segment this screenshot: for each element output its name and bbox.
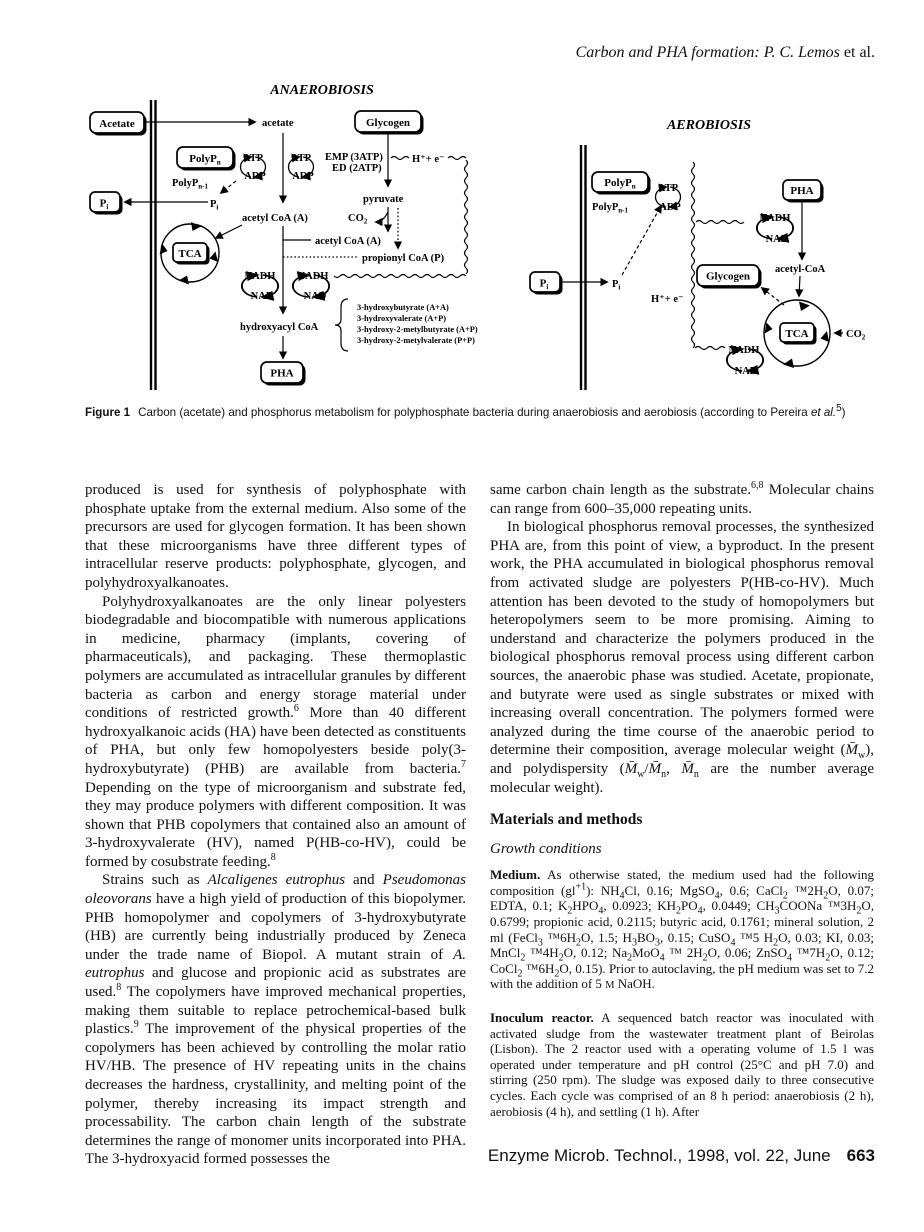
svg-text:3-hydroxy-2-metylbutyrate (A+P: 3-hydroxy-2-metylbutyrate (A+P) (357, 325, 478, 334)
nadh-label-1: NADH (244, 271, 276, 282)
nadh-label-2: NADH (297, 271, 329, 282)
glycogen-box-aerobiosis (697, 265, 762, 289)
emp-label: EMP (3ATP) (325, 152, 383, 163)
ed-label: ED (2ATP) (332, 163, 382, 174)
pi-box-aerobiosis (530, 272, 563, 295)
svg-text:TCA: TCA (178, 248, 202, 260)
svg-text:Pi: $P_i$ (539, 277, 549, 291)
glycogen-box-anaerobiosis (355, 111, 424, 135)
svg-text:TCA: TCA (785, 328, 809, 340)
svg-text:Glycogen: Glycogen (706, 270, 750, 283)
hydroxyacyl-label: hydroxyacyl CoA (240, 322, 319, 333)
tca-circle-anaerobiosis (160, 222, 220, 285)
svg-text:PHA: PHA (270, 367, 294, 380)
aerobiosis-membrane (581, 145, 586, 390)
svg-text:PolyPn: PolyP$_n$ (604, 177, 636, 191)
svg-text:PHA: PHA (790, 185, 814, 197)
acetyl-coa-label-1: acetyl CoA (A) (242, 213, 308, 224)
anaerobiosis-title: ANAEROBIOSIS (270, 83, 374, 98)
adp-label-1: ADP (244, 171, 266, 182)
co2-label-aerobiosis: $CO_2$ (846, 329, 866, 342)
figure-1-diagram (85, 80, 924, 400)
acetyl-coa-label-aerobiosis: acetyl-CoA (775, 264, 826, 275)
products-brace (335, 299, 348, 351)
figure-caption-label: Figure 1 (85, 406, 131, 419)
h-e-label-anaerobiosis: H⁺+ e⁻ (412, 154, 445, 165)
nad-label-bottom-aerobiosis: NAD (734, 366, 758, 377)
pi-label-anaerobiosis: $P_i$ (210, 199, 219, 212)
atp-label-aerobiosis: ATP (657, 183, 679, 194)
paragraph: same carbon chain length as the substrate.$^{6,8}$ Molecular chains can range from 600–35,000 repeating units. (490, 480, 874, 517)
pyruvate-label: pyruvate (363, 194, 404, 205)
acetate-box (90, 112, 147, 136)
polyp-n1-label-aerobiosis: PolyP$_{n-1}$ (592, 202, 628, 215)
acetyl-coa-label-2: acetyl CoA (A) (315, 236, 381, 247)
svg-text:Acetate: Acetate (99, 118, 135, 130)
figure-caption (85, 403, 891, 421)
svg-text:Glycogen: Glycogen (366, 117, 410, 129)
inoculum-reactor-paragraph: Inoculum reactor. A sequenced batch reactor was inoculated with activated sludge from the wastewater treatment plant of Beirolas (Lisbon). The 2 reactor used with a operating volume of 1.5 l was operated under temperature and pH control (25°C and pH 7.0) and stirring (250 rpm). The sludge was exposed daily to three consecutive cycles. Each cycle was comprised of an 8 h period: anaerobiosis (2 h), aerobiosis (4 h), and settling (1 h). After (490, 1010, 874, 1119)
paragraph: In biological phosphorus removal processes, the synthesized PHA are, from this point of view, a byproduct. In the present work, the PHA accumulated in biological phosphorus removal from activated sludge are polyesters P(HB-co-HV). Much attention has been devoted to the study of homopolymers but heteropolymers seem to be more promising. Aiming to understand and characterize the polymers produced in the biological phosphorus removal process using different carbon sources, the anaerobic phase was studied. Acetate, propionate, and butyrate were used as single substrates or mixed with increasing overall concentration. The polymers formed were analyzed during the time course of the anaerobic period to determine their composition, average molecular weight $(M̄_w)$, and polydispersity ($M̄_w/M̄_n$, $M̄_n$ are the number average molecular weight). (490, 519, 874, 796)
svg-text:3-hydroxyvalerate (A+P): 3-hydroxyvalerate (A+P) (357, 314, 447, 323)
h-e-label-aerobiosis: H⁺+ e⁻ (651, 294, 684, 305)
anaerobiosis-membrane (151, 100, 156, 390)
nadh-label-bottom-aerobiosis: NADH (728, 345, 760, 356)
acetate-label: acetate (262, 118, 294, 129)
co2-label-anaerobiosis: $CO_2$ (348, 213, 368, 226)
running-head (576, 44, 875, 62)
pi-label-aerobiosis: $P_i$ (612, 279, 621, 292)
figure-caption-text: Carbon (acetate) and phosphorus metabolism for polyphosphate bacteria during anaerobiosis and aerobiosis (according to Pereira et al.$^5$) (138, 403, 846, 419)
materials-and-methods-heading: Materials and methods (490, 811, 643, 829)
journal-footer (488, 1146, 875, 1166)
propionyl-coa-label: propionyl CoA (P) (362, 253, 445, 264)
nad-label-1: NAD (250, 291, 274, 302)
paragraph: Polyhydroxyalkanoates are the only linear polyesters biodegradable and biocompatible with numerous applications in medicine, pharmacy (implants, covering of pharmaceuticals), and packaging. These thermoplastic polymers are accumulated as intracellular granules by different bacteria as carbon and energy storage material under conditions of restricted growth.$^6$ More than 40 different hydroxyalkanoic acids (HA) have been detected as constituents of PHA, but only few homopolyesters beside poly(3-hydroxybutyrate) (PHB) are available from bacteria.$^7$ Depending on the type of microorganism and substrate fed, they may produce polymers with different composition. It was shown that PHB copolymers that contained also an amount of 3-hydroxyvalerate (HV), named P(HB-co-HV), could be formed by cosubstrate feeding.$^8$ (85, 593, 466, 870)
tca-circle-aerobiosis (764, 300, 830, 368)
adp-label-aerobiosis: ADP (659, 202, 681, 213)
polyp-box-anaerobiosis (177, 147, 236, 171)
growth-conditions-heading: Growth conditions (490, 840, 602, 857)
nad-label-top-aerobiosis: NAD (765, 234, 789, 245)
svg-text:3-hydroxy-2-metylvalerate (P+P: 3-hydroxy-2-metylvalerate (P+P) (357, 336, 475, 345)
nadh-label-top-aerobiosis: NADH (759, 213, 791, 224)
aerobiosis-title: AEROBIOSIS (666, 118, 752, 133)
nad-label-2: NAD (303, 291, 327, 302)
paragraph: produced is used for synthesis of polyphosphate with phosphate uptake from the external medium. Also some of the precursors are used for glycogen formation. It has been shown that these microorganisms have three different types of intracellular reserve products: polyphosphate, glycogen, and polyhydroxyalkanoates. (85, 482, 466, 591)
right-column (490, 481, 874, 1119)
svg-text:Pi: $P_i$ (99, 197, 109, 211)
polyp-n1-label-anaerobiosis: PolyP$_{n-1}$ (172, 178, 208, 191)
medium-paragraph: Medium. As otherwise stated, the medium used had the following composition $(gl^{+1})$: $NH_4Cl$, 0.16; MgSO$_4$, 0.6; CaCl$_2$ $™2H_2O$, 0.07; EDTA, 0.1; $K_2HPO_4$, 0.0923; $KH_2PO_4$, 0.0449; $CH_3COONa$ $™3H_2O$, 0.6799; propionic acid, 0.2115; butyric acid, 0.1761; mineral solution, 2 ml (FeCl$_3$ $™6H_2O$, 1.5; $H_3BO_3$, 0.15; CuSO$_4$ ™5 $H_2O$, 0.03; KI, 0.03; MnCl$_2$ $™4H_2O$, 0.12; $Na_2MoO_4$ ™ $2H_2O$, 0.06; ZnSO$_4$ $™7H_2O$, 0.12; CoCl$_2$ $™6H_2O$, 0.15). Prior to autoclaving, the pH medium was set to 7.2 with the addition of 5 M NaOH. (490, 867, 875, 992)
running-head-title: Carbon and PHA formation: P. C. Lemos (575, 44, 840, 61)
journal-citation: Enzyme Microb. Technol., 1998, vol. 22, June (487, 1146, 831, 1165)
svg-text:3-hydroxybutyrate (A+A): 3-hydroxybutyrate (A+A) (357, 303, 449, 312)
pha-box-anaerobiosis (261, 362, 306, 386)
page-number: 663 (846, 1146, 875, 1165)
pha-box-aerobiosis (783, 180, 824, 203)
paragraph: Strains such as Alcaligenes eutrophus and Pseudomonas oleovorans have a high yield of production of this biopolymer. PHB homopolymer and copolymers of 3-hydroxybutyrate (HB) are currently being industrially produced by Zeneca under the trade name of Biopol. A mutant strain of A. eutrophus and glucose and propionic acid as substrates are used.$^8$ The copolymers have improved mechanical properties, making them suitable to replace petrochemical-based bulk plastics.$^9$ The improvement of the physical properties of the copolymers has been achieved by controlling the molar ratio HV/HB. The presence of HV repeating units in the chains decreases the hardness, crystallinity, and melting point of the polymer, thereby increasing its impact strength and processability. The carbon chain length of the substrate determines the range of monomer units incorporated into PHA. The 3-hydroxyacid formed possesses the (85, 872, 466, 1168)
pi-box-anaerobiosis (90, 192, 123, 215)
polyp-box-aerobiosis (592, 172, 651, 195)
pha-products-list (357, 303, 478, 345)
adp-label-2: ADP (292, 171, 314, 182)
atp-label-1: ATP (242, 153, 264, 164)
running-head-etal: et al. (839, 44, 875, 61)
atp-label-2: ATP (290, 153, 312, 164)
svg-text:PolyPn: PolyP$_n$ (189, 153, 221, 167)
left-column (85, 481, 466, 1169)
